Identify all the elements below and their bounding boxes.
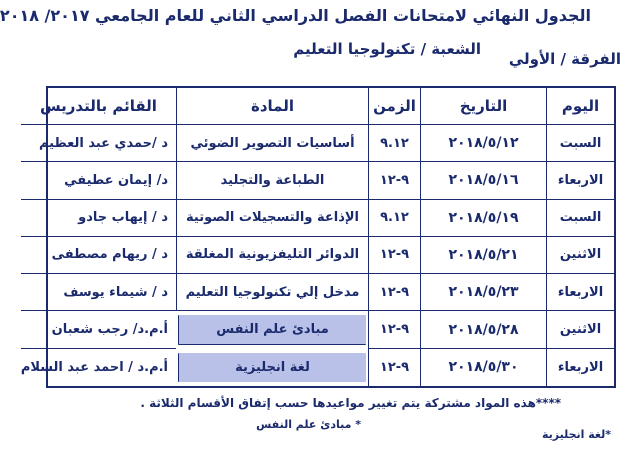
cell-subject: الدوائر التليفزيونية المغلقة xyxy=(176,237,368,274)
cell-time: ٩-١٢ xyxy=(368,162,420,199)
header-date: التاريخ xyxy=(420,88,546,125)
cell-teacher: أ.م.د / احمد عبد السلام xyxy=(20,359,168,375)
cell-date: ٢٠١٨/٥/١٦ xyxy=(420,162,546,199)
cell-date: ٢٠١٨/٥/٢٨ xyxy=(420,311,546,348)
cell-day: السبت xyxy=(546,125,614,162)
cell-subject: الطباعة والتجليد xyxy=(176,162,368,199)
cell-subject: مدخل إلي تكنولوجيا التعليم xyxy=(176,274,368,311)
shared-subjects-note: ****هذه المواد مشتركة يتم تغيير مواعيدها حسب إتفاق الأقسام الثلاثة . xyxy=(140,396,561,410)
cell-day: الاثنين xyxy=(546,237,614,274)
cell-date: ٢٠١٨/٥/٢٣ xyxy=(420,274,546,311)
cell-day: الاربعاء xyxy=(546,349,614,386)
cell-time: ٩.١٢ xyxy=(368,125,420,162)
cell-time: ٩-١٢ xyxy=(368,237,420,274)
header-time: الزمن xyxy=(368,88,420,125)
note-item-english: *لغة انجليزية xyxy=(541,428,611,441)
cell-day: السبت xyxy=(546,200,614,237)
schedule-title: الجدول النهائي لامتحانات الفصل الدراسي الثاني للعام الجامعي ٢٠١٧/ ٢٠١٨ xyxy=(0,6,591,25)
note-item-psychology: * مبادئ علم النفس xyxy=(256,418,361,431)
department-label: الشعبة / تكنولوجيا التعليم xyxy=(293,40,481,58)
cell-date: ٢٠١٨/٥/٢١ xyxy=(420,237,546,274)
header-subject: المادة xyxy=(176,88,368,125)
cell-subject: مبادئ علم النفس xyxy=(178,315,366,344)
cell-time: ٩-١٢ xyxy=(368,349,420,386)
cell-day: الاربعاء xyxy=(546,162,614,199)
header-teacher: القائم بالتدريس xyxy=(21,88,176,125)
schedule-table xyxy=(20,86,616,388)
cell-day: الاربعاء xyxy=(546,274,614,311)
cell-subject: أساسيات التصوير الضوئي xyxy=(176,125,368,162)
cell-teacher: أ.م.د/ رجب شعبان xyxy=(21,311,176,348)
cell-time: ٩-١٢ xyxy=(368,274,420,311)
cell-teacher: د / إيهاب جادو xyxy=(21,200,176,237)
level-label: الفرقة / الأولي xyxy=(508,50,621,68)
cell-subject: الإذاعة والتسجيلات الصوتية xyxy=(176,200,368,237)
cell-date: ٢٠١٨/٥/٣٠ xyxy=(420,349,546,386)
cell-date: ٢٠١٨/٥/١٩ xyxy=(420,200,546,237)
cell-teacher: د / ريهام مصطفى xyxy=(21,237,176,274)
cell-subject: لغة انجليزية xyxy=(178,353,366,382)
cell-teacher: د / شيماء يوسف xyxy=(21,274,176,311)
cell-time: ٩.١٢ xyxy=(368,200,420,237)
header-day: اليوم xyxy=(546,88,614,125)
cell-day: الاثنين xyxy=(546,311,614,348)
cell-time: ٩-١٢ xyxy=(368,311,420,348)
cell-date: ٢٠١٨/٥/١٢ xyxy=(420,125,546,162)
cell-teacher: د/ إيمان عطيفي xyxy=(21,162,176,199)
cell-teacher: د /حمدي عبد العظيم xyxy=(21,125,176,162)
